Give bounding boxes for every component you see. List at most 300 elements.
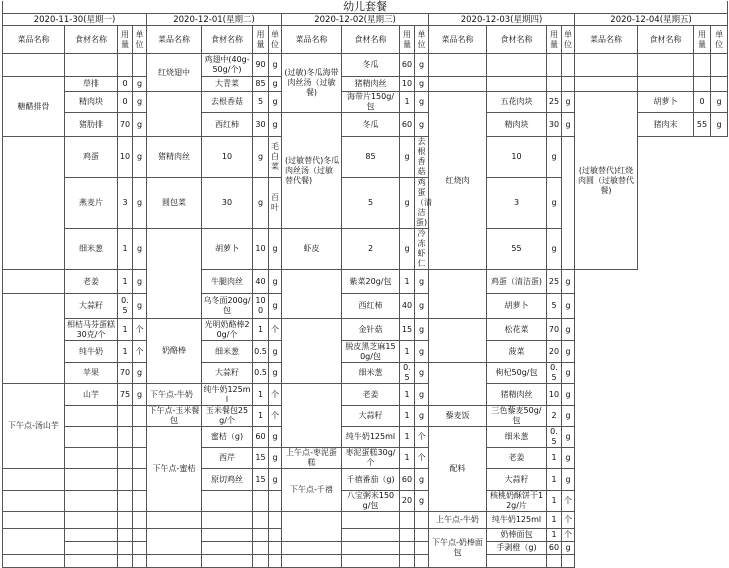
ingredient-cell-thu: 金针菇 [342, 319, 400, 341]
amount-cell-wed: 40 [253, 270, 269, 294]
unit-cell-wed: g [415, 77, 429, 92]
ingredient-cell-thu [342, 529, 400, 542]
ingredient-cell-wed: 原切鸡丝 [202, 469, 253, 491]
day-date-tue: 2020-12-01(星期二) [147, 14, 282, 26]
ingredient-cell-tue [65, 448, 118, 469]
unit-cell-thu: 个 [415, 427, 429, 448]
unit-cell-wed: g [253, 178, 269, 229]
ingredient-cell-tue [65, 427, 118, 448]
dish-name-tue [3, 294, 65, 384]
ingredient-cell-mon: 精肉块 [65, 92, 118, 113]
empty-cell [575, 54, 638, 77]
ingredient-cell-wed [202, 555, 253, 568]
amount-cell-tue: 85 [253, 77, 269, 92]
amount-cell-fri: 0.5 [547, 427, 562, 448]
ingredient-cell-fri: 冷冻虾仁 [415, 229, 429, 270]
dish-name-header-wed: 菜品名称 [282, 26, 342, 54]
unit-cell-thu: g [415, 363, 429, 384]
unit-cell-mon: g [133, 113, 147, 137]
menu-title: 幼儿套餐 [3, 1, 728, 14]
unit-cell-thu: g [562, 113, 575, 137]
empty-cell [694, 77, 711, 92]
dish-name-thu [282, 270, 342, 319]
ingredient-cell-fri: 鸡蛋（清洁蛋) [416, 178, 432, 227]
unit-cell-tue: g [269, 54, 282, 77]
amount-header-wed: 用量 [400, 26, 415, 54]
ingredient-cell-tue: 鸡翅中(40g-50g/个) [202, 54, 253, 77]
unit-cell-tue [133, 512, 147, 529]
unit-cell-fri: g [562, 319, 575, 341]
unit-cell-wed: g [269, 469, 282, 491]
empty-cell [575, 77, 638, 92]
ingredient-cell-wed [202, 529, 253, 542]
unit-cell-tue: 个 [133, 341, 147, 363]
amount-cell-thu: 20 [400, 491, 415, 512]
ingredient-cell-tue [65, 529, 118, 542]
ingredient-cell-fri: 枸杞50g/包 [487, 363, 547, 384]
ingredient-cell-thu: 老姜 [342, 384, 400, 406]
unit-cell-wed [269, 491, 282, 512]
dish-name-tue [3, 529, 65, 555]
ingredient-cell-thu: 大蒜籽 [342, 406, 400, 427]
unit-cell-wed: g [269, 341, 282, 363]
ingredient-cell-tue [65, 406, 118, 427]
unit-cell-thu [415, 512, 429, 529]
dish-name-thu [282, 542, 342, 555]
amount-cell-tue: 1 [118, 229, 133, 270]
ingredient-cell-thu: 紫菜20g/包 [342, 270, 400, 294]
amount-cell-fri: 25 [547, 270, 562, 294]
unit-cell-tue: g [133, 384, 147, 406]
day-date-wed: 2020-12-02(星期三) [282, 14, 429, 26]
ingredient-cell-wed: 海带片150g/包 [342, 92, 400, 113]
ingredient-cell-fri: 菠菜 [487, 341, 547, 363]
amount-cell-thu: 1 [400, 384, 415, 406]
amount-cell-tue: 0.5 [118, 294, 133, 319]
amount-header-thu: 用量 [547, 26, 562, 54]
amount-cell-wed: 10 [400, 77, 415, 92]
dish-name-wed: 下午点-玉米餐包 [147, 406, 202, 427]
unit-cell-thu: g [415, 341, 429, 363]
dish-name-tue [147, 92, 202, 137]
amount-cell-tue: 70 [118, 363, 133, 384]
ingredient-cell-mon: 猪肋排 [65, 113, 118, 137]
dish-name-tue [3, 469, 65, 491]
ingredient-cell-tue [65, 491, 118, 512]
dish-name-fri: (过敏替代)红烧肉圆（过敏替代餐) [575, 92, 638, 270]
unit-cell-wed: g [269, 448, 282, 469]
unit-cell-wed: g [415, 92, 429, 113]
empty-cell [429, 77, 487, 92]
dish-name-thu [282, 384, 342, 448]
unit-cell-thu: g [415, 319, 429, 341]
ingredient-cell-fri: 手剥橙（g) [487, 542, 547, 555]
amount-cell-thu: 30 [547, 113, 562, 137]
unit-cell-thu: g [400, 137, 415, 178]
empty-cell [118, 54, 133, 77]
unit-cell-fri: g [547, 178, 562, 229]
ingredient-cell-thu: 脱皮黑芝麻150g/包 [342, 341, 400, 363]
unit-cell-tue [133, 469, 147, 491]
ingredient-cell-wed: 猪精肉丝 [342, 77, 400, 92]
unit-cell-tue: g [133, 294, 147, 319]
ingredient-header-wed: 食材名称 [342, 26, 400, 54]
amount-cell-wed: 1 [253, 319, 269, 341]
unit-cell-tue [133, 448, 147, 469]
amount-cell-thu: 25 [547, 92, 562, 113]
unit-cell-thu [415, 542, 429, 555]
unit-cell-tue [133, 555, 147, 568]
unit-cell-mon: g [133, 77, 147, 92]
unit-cell-thu: 个 [415, 448, 429, 469]
dish-name-fri [429, 363, 487, 406]
ingredient-cell-fri: 胡萝卜 [638, 92, 694, 113]
amount-cell-thu: 40 [400, 294, 415, 319]
empty-cell [638, 54, 694, 77]
menu-table [2, 1, 728, 568]
ingredient-cell-thu: 西红柿 [342, 294, 400, 319]
dish-name-wed: (过敏)冬瓜海带肉丝汤（过敏餐) [282, 54, 342, 113]
unit-cell-tue: g [269, 77, 282, 92]
amount-cell-wed [253, 491, 269, 512]
ingredient-header-tue: 食材名称 [202, 26, 253, 54]
unit-cell-thu: g [415, 294, 429, 319]
amount-cell-tue [118, 406, 133, 427]
ingredient-cell-wed [202, 512, 253, 529]
amount-cell-wed: 30 [202, 178, 253, 229]
amount-cell-wed: 15 [253, 448, 269, 469]
unit-cell-thu: g [415, 406, 429, 427]
amount-cell-tue: 75 [118, 384, 133, 406]
unit-cell-wed: g [415, 113, 429, 137]
ingredient-cell-wed [202, 491, 253, 512]
amount-cell-tue: 1 [118, 270, 133, 294]
amount-cell-tue [118, 491, 133, 512]
unit-cell-tue: g [133, 270, 147, 294]
unit-cell-tue [133, 427, 147, 448]
amount-cell-thu [400, 529, 415, 542]
amount-cell-fri: 10 [487, 137, 547, 178]
unit-cell-fri [562, 555, 575, 568]
amount-cell-thu: 60 [400, 469, 415, 491]
ingredient-cell-wed: 胡萝卜 [202, 229, 253, 270]
unit-header-fri: 单位 [711, 26, 728, 54]
ingredient-cell-fri: 奶棒面包 [487, 529, 547, 542]
ingredient-cell-thu: 千禧番茄（g) [342, 469, 400, 491]
amount-cell-wed: 0.5 [253, 363, 269, 384]
ingredient-cell-tue: 西红柿 [202, 113, 253, 137]
amount-cell-wed [253, 529, 269, 542]
ingredient-cell-thu: 纯牛奶125ml [342, 427, 400, 448]
ingredient-cell-thu [342, 555, 400, 568]
ingredient-cell-fri [487, 555, 547, 568]
amount-cell-wed: 0.5 [253, 341, 269, 363]
dish-name-header-mon: 菜品名称 [3, 26, 65, 54]
unit-cell-wed: 个 [269, 384, 282, 406]
amount-cell-thu: 5 [342, 178, 400, 229]
empty-cell [65, 54, 118, 77]
dish-name-wed: 下午点-牛奶 [147, 384, 202, 406]
unit-cell-tue: g [269, 113, 282, 137]
unit-cell-fri: g [562, 270, 575, 294]
amount-cell-tue [118, 555, 133, 568]
dish-name-header-thu: 菜品名称 [429, 26, 487, 54]
ingredient-cell-fri: 核桃奶酥饼干12g/片 [487, 491, 547, 512]
amount-cell-wed: 10 [202, 137, 253, 178]
amount-cell-tue [118, 542, 133, 555]
dish-name-mon: 糖醋排骨 [3, 77, 65, 137]
empty-cell [562, 54, 575, 77]
amount-cell-fri: 10 [547, 384, 562, 406]
unit-cell-fri: 个 [562, 512, 575, 529]
ingredient-cell-tue [65, 542, 118, 555]
empty-cell [3, 54, 65, 77]
dish-name-fri [429, 319, 487, 363]
unit-cell-wed: g [269, 363, 282, 384]
unit-cell-wed: g [269, 427, 282, 448]
amount-cell-thu [400, 555, 415, 568]
amount-cell-tue [118, 529, 133, 542]
unit-cell-wed [269, 555, 282, 568]
amount-cell-wed: 100 [253, 294, 269, 319]
dish-name-tue [3, 491, 65, 512]
amount-cell-fri: 1 [547, 469, 562, 491]
ingredient-cell-tue: 鸡蛋 [65, 137, 118, 178]
amount-cell-mon: 0 [118, 92, 133, 113]
amount-cell-fri: 55 [487, 229, 547, 270]
unit-cell-tue: g [133, 229, 147, 270]
amount-cell-fri: 1 [547, 529, 562, 542]
ingredient-cell-wed: 光明奶酪棒20g/个 [202, 319, 253, 341]
unit-cell-fri: g [562, 363, 575, 384]
dish-name-tue: 下午点-汤山芋 [3, 384, 65, 469]
unit-cell-tue: g [133, 178, 147, 229]
ingredient-cell-tue: 相桔马芬蛋糕30克/个 [65, 319, 118, 341]
unit-cell-tue: g [269, 92, 282, 113]
unit-cell-wed: g [253, 137, 269, 178]
dish-name-wed [147, 555, 202, 568]
amount-cell-fri: 0.5 [547, 363, 562, 384]
ingredient-cell-tue: 燕麦片 [65, 178, 118, 229]
ingredient-cell-wed: 乌冬面200g/包 [202, 294, 253, 319]
ingredient-cell-wed [202, 542, 253, 555]
amount-cell-tue: 30 [253, 113, 269, 137]
dish-name-tue [3, 512, 65, 529]
unit-cell-tue [133, 491, 147, 512]
unit-cell-fri: g [562, 341, 575, 363]
ingredient-cell-thu [342, 512, 400, 529]
amount-cell-tue [118, 448, 133, 469]
dish-name-fri [429, 270, 487, 319]
unit-cell-thu: g [415, 384, 429, 406]
dish-name-wed [147, 512, 202, 529]
amount-cell-tue [118, 512, 133, 529]
amount-cell-tue: 1 [118, 341, 133, 363]
ingredient-cell-wed: 猪精肉丝 [147, 137, 202, 178]
amount-cell-fri: 1 [547, 512, 562, 529]
ingredient-cell-wed: 冬瓜 [342, 113, 400, 137]
dish-name-thu [282, 319, 342, 384]
ingredient-cell-tue: 苹果 [65, 363, 118, 384]
amount-cell-fri [547, 555, 562, 568]
amount-cell-thu [400, 512, 415, 529]
amount-cell-thu: 0.5 [400, 363, 415, 384]
dish-name-header-tue: 菜品名称 [147, 26, 202, 54]
ingredient-cell-thu: 枣泥蛋糕30g/个 [342, 448, 400, 469]
unit-cell-fri: 个 [562, 491, 575, 512]
dish-name-wed: 下午点-蜜桔 [147, 427, 202, 512]
unit-cell-fri: 个 [562, 529, 575, 542]
dish-name-wed [147, 229, 202, 319]
ingredient-cell-wed: 细米葱 [202, 341, 253, 363]
unit-cell-tue [133, 529, 147, 542]
day-date-mon: 2020-11-30(星期一) [3, 14, 147, 26]
dish-name-thu: 红烧肉 [429, 92, 487, 270]
ingredient-cell-tue: 老姜 [65, 270, 118, 294]
unit-cell-fri: g [547, 229, 562, 270]
unit-cell-fri: g [711, 92, 728, 113]
amount-cell-wed [253, 555, 269, 568]
ingredient-cell-thu: 虾皮 [282, 229, 342, 270]
amount-cell-tue: 90 [253, 54, 269, 77]
ingredient-header-thu: 食材名称 [487, 26, 547, 54]
empty-cell [487, 54, 547, 77]
ingredient-cell-wed: 玉米餐包25g/个 [202, 406, 253, 427]
ingredient-cell-tue: 去根香菇 [202, 92, 253, 113]
amount-cell-fri: 2 [547, 406, 562, 427]
unit-cell-thu: g [400, 178, 415, 229]
amount-cell-mon: 70 [118, 113, 133, 137]
unit-cell-fri: g [562, 469, 575, 491]
amount-cell-fri: 20 [547, 341, 562, 363]
amount-cell-thu [400, 542, 415, 555]
amount-cell-thu: 2 [342, 229, 400, 270]
ingredient-cell-thu: 五花肉块 [487, 92, 547, 113]
ingredient-cell-fri: 松花菜 [487, 319, 547, 341]
ingredient-cell-thu: 毛白菜 [269, 137, 282, 178]
unit-cell-fri: g [562, 427, 575, 448]
dish-name-tue [3, 270, 65, 294]
amount-cell-thu: 1 [400, 427, 415, 448]
unit-cell-wed: g [415, 54, 429, 77]
ingredient-cell-wed: 大蒜籽 [202, 363, 253, 384]
unit-cell-tue [133, 542, 147, 555]
unit-cell-tue: 个 [133, 319, 147, 341]
ingredient-cell-wed: 西芹 [202, 448, 253, 469]
amount-cell-tue: 1 [118, 319, 133, 341]
amount-header-tue: 用量 [253, 26, 269, 54]
unit-header-thu: 单位 [562, 26, 575, 54]
ingredient-cell-wed: 蜜桔（g) [202, 427, 253, 448]
ingredient-cell-tue: 大蒜籽 [65, 294, 118, 319]
amount-cell-mon: 0 [118, 77, 133, 92]
unit-cell-wed: 个 [269, 406, 282, 427]
amount-header-mon: 用量 [118, 26, 133, 54]
ingredient-cell-tue: 纯牛奶 [65, 341, 118, 363]
unit-cell-mon: g [133, 92, 147, 113]
ingredient-cell-wed: 圆包菜 [147, 178, 202, 229]
dish-name-tue: 红烧翅中 [147, 54, 202, 92]
empty-cell [638, 77, 694, 92]
ingredient-cell-fri: 细米葱 [487, 427, 547, 448]
amount-cell-wed: 60 [400, 54, 415, 77]
dish-name-header-fri: 菜品名称 [575, 26, 638, 54]
amount-cell-tue [118, 427, 133, 448]
dish-name-wed: (过敏替代)冬瓜肉丝汤（过敏替代餐) [282, 113, 342, 229]
ingredient-cell-fri: 纯牛奶125ml [487, 512, 547, 529]
unit-cell-tue [133, 406, 147, 427]
unit-cell-fri: g [562, 542, 575, 555]
unit-cell-wed: g [269, 229, 282, 270]
unit-cell-fri: g [562, 294, 575, 319]
unit-cell-wed [269, 512, 282, 529]
ingredient-cell-wed: 纯牛奶125ml [203, 384, 251, 404]
empty-cell [694, 54, 711, 77]
unit-cell-wed [269, 529, 282, 542]
amount-cell-fri: 3 [487, 178, 547, 229]
unit-cell-fri: g [711, 113, 728, 137]
ingredient-cell-fri: 鸡蛋（清洁蛋) [487, 270, 547, 294]
dish-name-thu [282, 555, 342, 568]
unit-cell-tue: g [133, 363, 147, 384]
dish-name-thu [282, 512, 342, 542]
ingredient-cell-wed: 牛腿肉丝 [202, 270, 253, 294]
unit-cell-thu: g [415, 491, 429, 512]
ingredient-header-mon: 食材名称 [65, 26, 118, 54]
amount-cell-wed: 60 [253, 427, 269, 448]
unit-cell-wed: 个 [269, 319, 282, 341]
unit-cell-wed: g [269, 294, 282, 319]
amount-cell-fri: 1 [547, 491, 562, 512]
empty-cell [547, 77, 562, 92]
unit-cell-thu: g [415, 469, 429, 491]
ingredient-cell-fri: 猪肉末 [638, 113, 694, 137]
ingredient-cell-thu: 细米葱 [342, 363, 400, 384]
unit-cell-fri: g [547, 137, 562, 178]
amount-cell-thu: 15 [400, 319, 415, 341]
ingredient-cell-tue: 山芋 [65, 384, 118, 406]
amount-cell-tue [118, 469, 133, 491]
ingredient-header-fri: 食材名称 [638, 26, 694, 54]
ingredient-cell-fri: 三色藜麦50g/包 [487, 406, 547, 427]
amount-cell-wed [253, 542, 269, 555]
ingredient-cell-fri: 大蒜籽 [487, 469, 547, 491]
unit-cell-wed [269, 542, 282, 555]
amount-cell-thu: 1 [400, 270, 415, 294]
dish-name-wed: 奶酪棒 [147, 319, 202, 384]
ingredient-cell-thu [342, 542, 400, 555]
dish-name-fri: 藜麦饭 [429, 406, 487, 427]
dish-name-wed [147, 529, 202, 555]
unit-header-tue: 单位 [269, 26, 282, 54]
amount-cell-tue: 10 [118, 137, 133, 178]
amount-cell-fri: 60 [547, 542, 562, 555]
amount-cell-wed: 1 [400, 92, 415, 113]
empty-cell [562, 77, 575, 92]
amount-cell-wed: 15 [253, 469, 269, 491]
dish-name-thu: 上午点-枣泥蛋糕 [282, 448, 342, 469]
empty-cell [429, 54, 487, 77]
empty-cell [711, 54, 728, 77]
unit-cell-thu: g [400, 229, 415, 270]
day-date-fri: 2020-12-04(星期五) [575, 14, 728, 26]
empty-cell [711, 77, 728, 92]
unit-header-wed: 单位 [415, 26, 429, 54]
ingredient-cell-thu: 精肉块 [487, 113, 547, 137]
ingredient-cell-tue [65, 512, 118, 529]
ingredient-cell-thu: 八宝粥米150g/包 [342, 491, 400, 512]
amount-cell-wed: 60 [400, 113, 415, 137]
